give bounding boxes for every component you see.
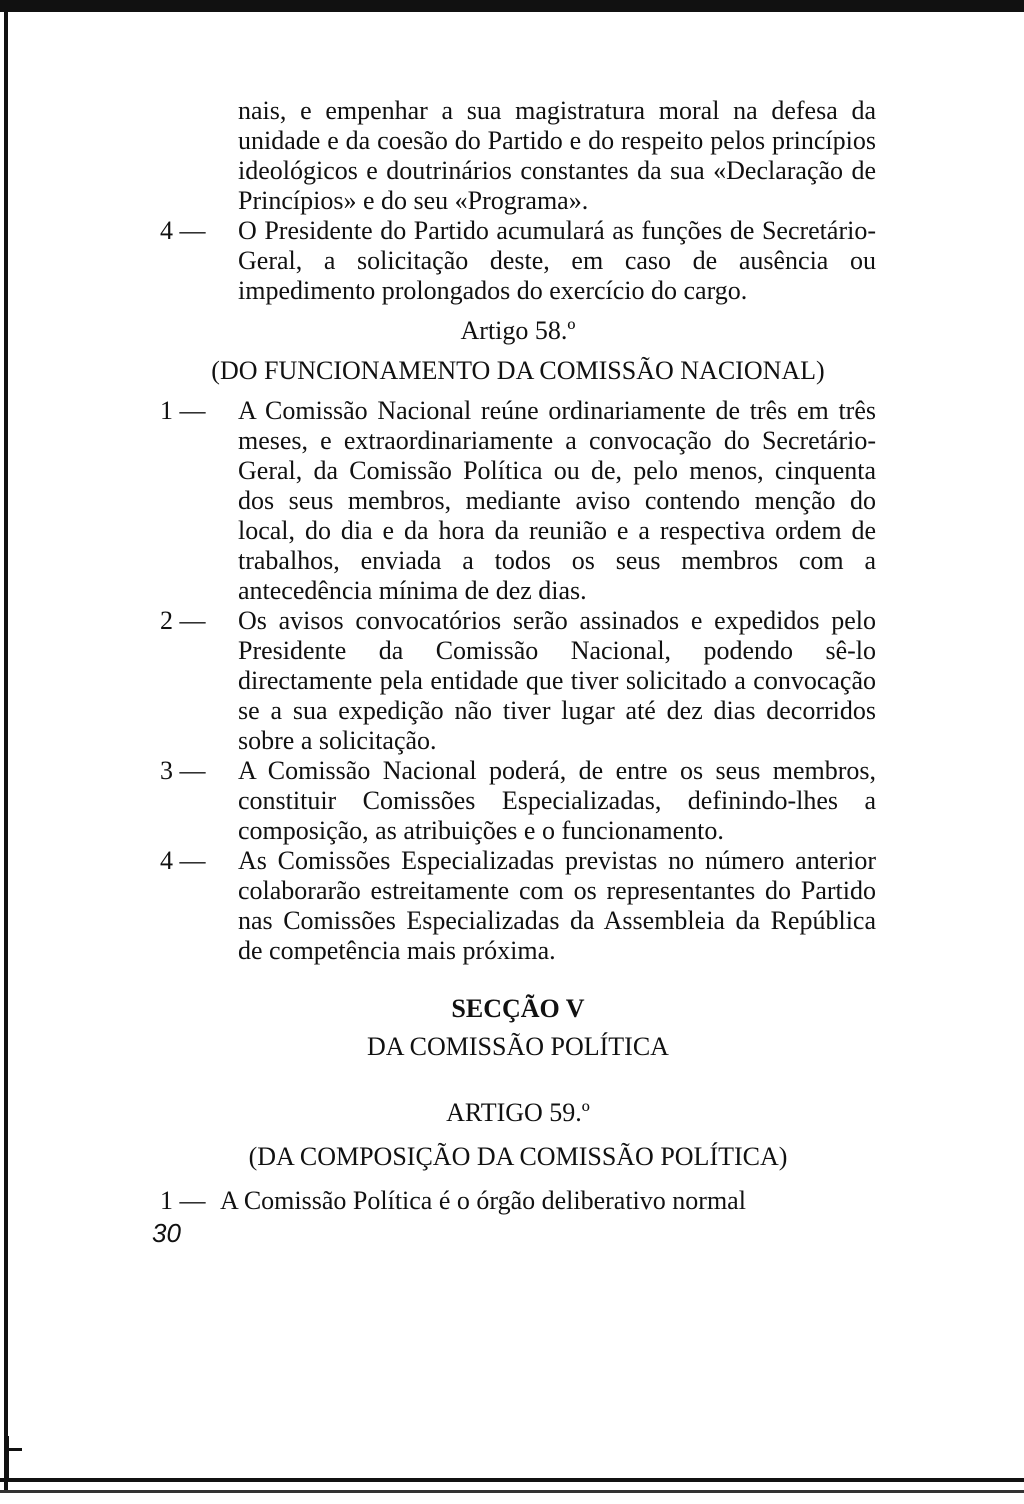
page-border-bottom-outer xyxy=(0,1490,1024,1493)
page-border-left xyxy=(4,0,8,1490)
article-58-title: Artigo 58.º xyxy=(460,316,576,345)
list-item xyxy=(160,606,876,756)
corner-mark-cross xyxy=(6,1448,22,1451)
item-number: 4 — xyxy=(160,846,206,875)
item-number: 3 — xyxy=(160,756,206,785)
list-item xyxy=(160,396,876,606)
list-item xyxy=(160,756,876,846)
item-number: 1 — xyxy=(160,1186,206,1215)
corner-mark xyxy=(6,1436,9,1480)
item-number: 4 — xyxy=(160,216,206,245)
list-item xyxy=(160,1186,876,1216)
continuation-paragraph: nais, e empenhar a sua magistratura moral na defesa da unidade e da coesão do Partido e do respeito pelos princípios ideológicos e doutrinários constantes da sua «Declaração de Princípios» e do seu «Programa». xyxy=(238,96,876,215)
section-subtitle: DA COMISSÃO POLÍTICA xyxy=(367,1032,669,1061)
item-text: A Comissão Nacional poderá, de entre os seus membros, constituir Comissões Especializadas, definindo-lhes a composição, as atribuições e o funcionamento. xyxy=(238,756,876,845)
article-58-subtitle: (DO FUNCIONAMENTO DA COMISSÃO NACIONAL) xyxy=(211,356,825,385)
item-text: Os avisos convocatórios serão assinados e expedidos pelo Presidente da Comissão Nacional, podendo sê-lo directamente pela entidade que tiver solicitado a convocação se a sua expedição não tiver lugar até dez dias decorridos sobre a solicitação. xyxy=(238,606,876,755)
page-border-bottom xyxy=(0,1478,1024,1482)
item-text: As Comissões Especializadas previstas no número anterior colaborarão estreitamente com os representantes do Partido nas Comissões Especializadas da Assembleia da República de competência mais próxima. xyxy=(238,846,876,965)
article-59-subtitle: (DA COMPOSIÇÃO DA COMISSÃO POLÍTICA) xyxy=(248,1142,788,1171)
item-number: 1 — xyxy=(160,396,206,425)
page-border-top xyxy=(0,0,1024,12)
item-text: A Comissão Nacional reúne ordinariamente de três em três meses, e extraordinariamente a convocação do Secretário-Geral, da Comissão Política ou de, pelo menos, cinquenta dos seus membros, mediante aviso contendo menção do local, do dia e da hora da reunião e a respectiva ordem de trabalhos, enviada a todos os seus membros com a antecedência mínima de dez dias. xyxy=(238,396,876,605)
page-number: 30 xyxy=(152,1218,181,1248)
section-title: SECÇÃO V xyxy=(451,994,585,1023)
item-text: A Comissão Política é o órgão deliberativo normal xyxy=(220,1186,746,1215)
list-item xyxy=(160,216,876,306)
document-page xyxy=(152,96,876,1248)
article-59-title: ARTIGO 59.º xyxy=(446,1098,590,1127)
list-item xyxy=(160,846,876,966)
item-text: O Presidente do Partido acumulará as funções de Secretário-Geral, a solicitação deste, em caso de ausência ou impedimento prolongados do exercício do cargo. xyxy=(238,216,876,305)
item-number: 2 — xyxy=(160,606,206,635)
